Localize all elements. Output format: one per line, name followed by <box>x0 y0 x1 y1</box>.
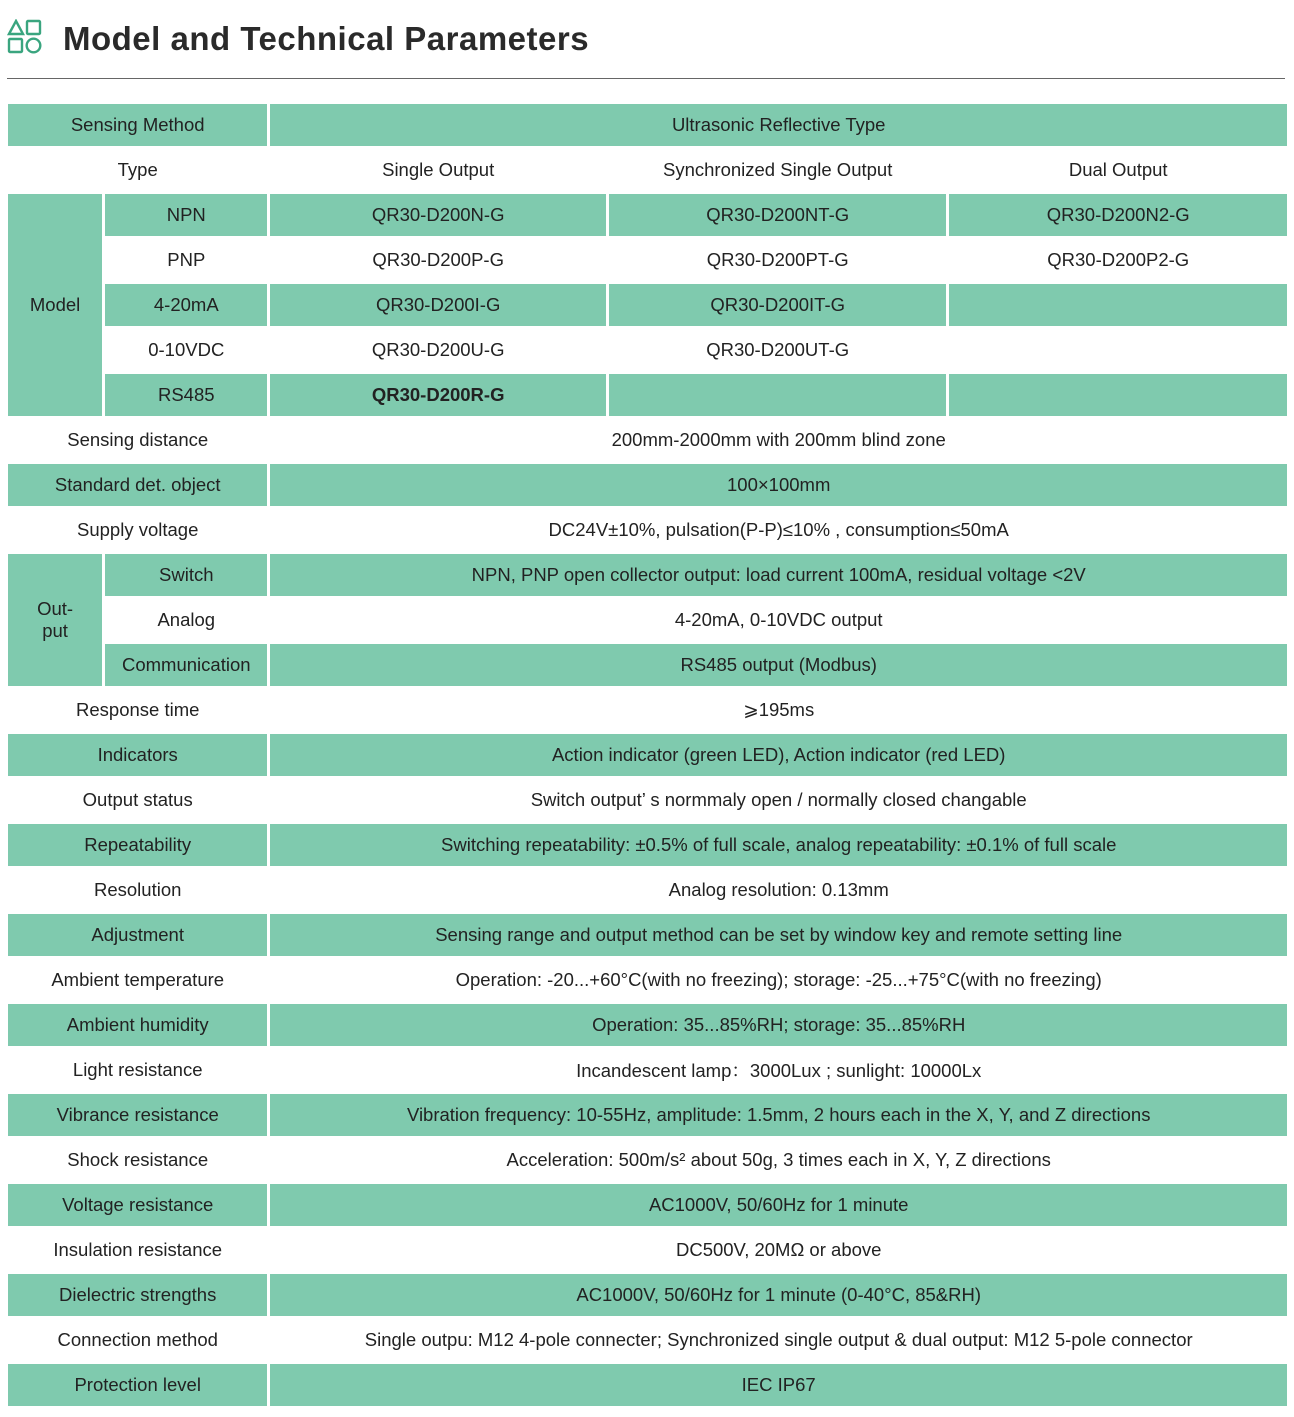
row-output-communication <box>8 644 1287 686</box>
spec-value: ⩾195ms <box>270 689 1287 731</box>
spec-label: Response time <box>8 689 267 731</box>
spec-row <box>8 914 1287 956</box>
spec-label: Shock resistance <box>8 1139 267 1181</box>
spec-label: Dielectric strengths <box>8 1274 267 1316</box>
spec-row <box>8 734 1287 776</box>
spec-row <box>8 1364 1287 1406</box>
spec-value: IEC IP67 <box>270 1364 1287 1406</box>
spec-value: Single outpu: M12 4-pole connecter; Synchronized single output & dual output: M12 5-pole connector <box>270 1319 1287 1361</box>
row-sensing-distance <box>8 419 1287 461</box>
spec-value: DC24V±10%, pulsation(P-P)≤10% , consumption≤50mA <box>270 509 1287 551</box>
spec-label: Light resistance <box>8 1049 267 1091</box>
model-label: Model <box>8 194 102 416</box>
spec-label: Sensing distance <box>8 419 267 461</box>
row-standard-object <box>8 464 1287 506</box>
title-divider <box>7 78 1285 79</box>
model-cell: QR30-D200P2-G <box>949 239 1287 281</box>
model-cell: QR30-D200NT-G <box>609 194 947 236</box>
spec-label: Ambient humidity <box>8 1004 267 1046</box>
spec-row <box>8 959 1287 1001</box>
spec-row <box>8 779 1287 821</box>
model-cell: QR30-D200R-G <box>270 374 606 416</box>
spec-value: DC500V, 20MΩ or above <box>270 1229 1287 1271</box>
output-value: NPN, PNP open collector output: load current 100mA, residual voltage <2V <box>270 554 1287 596</box>
spec-value: Operation: 35...85%RH; storage: 35...85%RH <box>270 1004 1287 1046</box>
spec-label: Repeatability <box>8 824 267 866</box>
spec-value: Incandescent lamp：3000Lux ; sunlight: 10000Lx <box>270 1049 1287 1091</box>
row-output-analog <box>8 599 1287 641</box>
model-sub-label: 0-10VDC <box>105 329 267 371</box>
model-cell: QR30-D200UT-G <box>609 329 947 371</box>
spec-row <box>8 1094 1287 1136</box>
model-cell: QR30-D200I-G <box>270 284 606 326</box>
row-model-pnp <box>8 239 1287 281</box>
spec-value: 200mm-2000mm with 200mm blind zone <box>270 419 1287 461</box>
spec-row <box>8 1274 1287 1316</box>
spec-label: Voltage resistance <box>8 1184 267 1226</box>
spec-value: 100×100mm <box>270 464 1287 506</box>
spec-value: Switch output’ s normmaly open / normally closed changable <box>270 779 1287 821</box>
row-type <box>8 149 1287 191</box>
spec-label: Adjustment <box>8 914 267 956</box>
model-sub-label: RS485 <box>105 374 267 416</box>
row-model-0-10vdc <box>8 329 1287 371</box>
output-sub-label: Communication <box>105 644 267 686</box>
row-output-switch <box>8 554 1287 596</box>
type-single-output: Single Output <box>270 149 606 191</box>
model-sub-label: PNP <box>105 239 267 281</box>
spec-value: AC1000V, 50/60Hz for 1 minute <box>270 1184 1287 1226</box>
type-dual-output: Dual Output <box>949 149 1287 191</box>
type-synchronized-output: Synchronized Single Output <box>609 149 947 191</box>
spec-label: Connection method <box>8 1319 267 1361</box>
spec-label: Supply voltage <box>8 509 267 551</box>
spec-label: Vibrance resistance <box>8 1094 267 1136</box>
type-label: Type <box>8 149 267 191</box>
spec-value: AC1000V, 50/60Hz for 1 minute (0-40°C, 85&RH) <box>270 1274 1287 1316</box>
spec-row <box>8 824 1287 866</box>
model-cell: QR30-D200P-G <box>270 239 606 281</box>
row-sensing-method <box>8 104 1287 146</box>
spec-value: Analog resolution: 0.13mm <box>270 869 1287 911</box>
page-title: Model and Technical Parameters <box>63 20 590 57</box>
spec-value: Acceleration: 500m/s² about 50g, 3 times each in X, Y, Z directions <box>270 1139 1287 1181</box>
spec-row <box>8 869 1287 911</box>
spec-label: Insulation resistance <box>8 1229 267 1271</box>
model-cell: QR30-D200N-G <box>270 194 606 236</box>
model-cell: QR30-D200PT-G <box>609 239 947 281</box>
spec-label: Indicators <box>8 734 267 776</box>
output-sub-label: Analog <box>105 599 267 641</box>
model-cell <box>949 329 1287 371</box>
model-cell <box>949 284 1287 326</box>
spec-row <box>8 1049 1287 1091</box>
spec-row <box>8 1229 1287 1271</box>
model-sub-label: NPN <box>105 194 267 236</box>
spec-label: Standard det. object <box>8 464 267 506</box>
output-label-line2: put <box>42 620 68 641</box>
sensing-method-value: Ultrasonic Reflective Type <box>270 104 1287 146</box>
spec-row <box>8 1184 1287 1226</box>
output-label-line1: Out- <box>37 598 74 619</box>
spec-label: Output status <box>8 779 267 821</box>
spec-label: Protection level <box>8 1364 267 1406</box>
row-model-rs485 <box>8 374 1287 416</box>
model-cell: QR30-D200U-G <box>270 329 606 371</box>
spec-row <box>8 1319 1287 1361</box>
output-label <box>8 554 102 686</box>
sensing-method-label: Sensing Method <box>8 104 267 146</box>
row-model-4-20ma <box>8 284 1287 326</box>
spec-value: Operation: -20...+60°C(with no freezing); storage: -25...+75°C(with no freezing) <box>270 959 1287 1001</box>
section-header <box>7 14 589 64</box>
output-value: 4-20mA, 0-10VDC output <box>270 599 1287 641</box>
spec-value: Action indicator (green LED), Action indicator (red LED) <box>270 734 1287 776</box>
model-cell <box>949 374 1287 416</box>
model-cell <box>609 374 947 416</box>
model-cell: QR30-D200IT-G <box>609 284 947 326</box>
model-cell: QR30-D200N2-G <box>949 194 1287 236</box>
row-model-npn <box>8 194 1287 236</box>
spec-row <box>8 689 1287 731</box>
spec-label: Resolution <box>8 869 267 911</box>
spec-row <box>8 1004 1287 1046</box>
output-sub-label: Switch <box>105 554 267 596</box>
spec-value: Switching repeatability: ±0.5% of full scale, analog repeatability: ±0.1% of full scale <box>270 824 1287 866</box>
spec-value: Sensing range and output method can be set by window key and remote setting line <box>270 914 1287 956</box>
shapes-icon <box>7 19 43 60</box>
spec-row <box>8 1139 1287 1181</box>
output-value: RS485 output (Modbus) <box>270 644 1287 686</box>
row-supply-voltage <box>8 509 1287 551</box>
parameters-table <box>5 101 1290 1409</box>
spec-value: Vibration frequency: 10-55Hz, amplitude: 1.5mm, 2 hours each in the X, Y, and Z directions <box>270 1094 1287 1136</box>
spec-label: Ambient temperature <box>8 959 267 1001</box>
model-sub-label: 4-20mA <box>105 284 267 326</box>
